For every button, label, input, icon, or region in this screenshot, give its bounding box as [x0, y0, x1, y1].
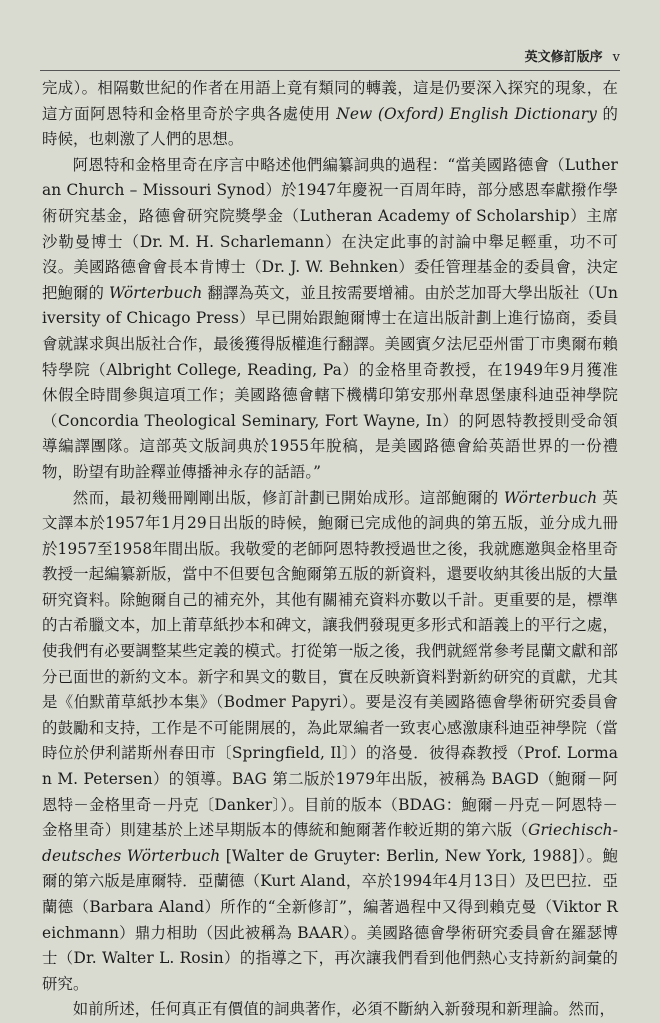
italic-title-text: Griechisch-deutsches Wörterbuch — [42, 821, 618, 865]
running-header — [40, 48, 620, 71]
text-run: 翻譯為英文，並且按需要增補。由於芝加哥大學出版社（University of Chicago Press）早已開始跟鮑爾博士在這出版計劃上進行協商，委員會就謀求與出版社合作，最後獲得版權進行翻譯。美國賓夕法尼亞州雷丁市奧爾布賴特學院（Albright College, Reading, Pa）的金格里奇教授，在1949年9月獲准休假全時間參與這項工作；美國路德會轄下機構印第安那州韋恩堡康科迪亞神學院（Concordia Theological Seminary, Fort Wayne, In）的阿恩特教授則受命領導編譯團隊。這部英文版詞典於1955年脫稿，是美國路德會給英語世界的一份禮物，盼望有助詮釋並傳播神永存的話語。” — [42, 283, 618, 481]
italic-title-text: Wörterbuch — [503, 488, 598, 507]
header-title: 英文修訂版序 — [524, 50, 603, 65]
body-text — [42, 76, 618, 1023]
paragraph-closing — [42, 997, 618, 1023]
paragraph-revision-plan — [42, 486, 618, 998]
paragraph-continuation — [42, 76, 618, 153]
italic-title-text: Wörterbuch — [109, 283, 203, 302]
text-run: 阿恩特和金格里奇在序言中略述他們編纂詞典的過程：“當美國路德會（Lutheran Church – Missouri Synod）於1947年慶祝一百周年時，部分感恩奉獻撥作學術研究基金，路德會研究院獎學金（Lutheran Academy of Scholarship）主席沙勒曼博士（Dr. M. H. Scharlemann）在決定此事的討論中舉足輕重，功不可沒。美國路德會會長本肯博士（Dr. J. W. Behnken）委任管理基金的委員會，決定把鮑爾的 — [42, 155, 618, 302]
text-run: [Walter de Gruyter: Berlin, New York, 1988]）。鮑爾的第六版是庫爾特．亞蘭德（Kurt Aland，卒於1994年4月13日）及巴巴拉．亞蘭德（Barbara Aland）所作的“全新修訂”，編著過程中又得到賴克曼（Viktor Reichmann）鼎力相助（因此被稱為 BAAR）。美國路德會學術研究委員會在羅瑟博士（Dr. Walter L. Rosin）的指導之下，再次讓我們看到他們熱心支持新約詞彙的研究。 — [42, 846, 618, 993]
text-run: 的時候，也刺激了人們的思想。 — [42, 104, 619, 149]
text-run: 然而，最初幾冊剛剛出版，修訂計劃已開始成形。這部鮑爾的 — [72, 488, 504, 507]
text-run: 如前所述，任何真正有價值的詞典著作，必須不斷納入新發現和新理論。然而， — [72, 1000, 615, 1019]
text-run: 完成）。相隔數世紀的作者在用語上竟有類同的轉義，這是仍要深入探究的現象，在這方面阿恩特和金格里奇於字典各處使用 — [42, 79, 618, 123]
paragraph-compilation-history — [42, 153, 618, 486]
page-number: v — [612, 50, 620, 65]
italic-title-text: New (Oxford) English Dictionary — [336, 104, 597, 123]
text-run: 英文譯本於1957年1月29日出版的時候，鮑爾已完成他的詞典的第五版，並分成九冊於1957至1958年間出版。我敬愛的老師阿恩特教授過世之後，我就應邀與金格里奇教授一起編纂新版，當中不但要包含鮑爾第五版的新資料，還要收納其後出版的大量研究資料。除鮑爾自己的補充外，其他有關補充資料亦數以千計。更重要的是，標準的古希臘文本，加上莆草紙抄本和碑文，讓我們發現更多形式和語義上的平行之處，使我們有必要調整某些定義的模式。打從第一版之後，我們就經常參考昆蘭文獻和部分已面世的新約文本。新字和異文的數目，實在反映新資料對新約研究的貢獻，尤其是《伯默莆草紙抄本集》（Bodmer Papyri）。要是沒有美國路德會學術研究委員會的鼓勵和支持，工作是不可能開展的，為此眾編者一致衷心感激康科迪亞神學院（當時位於伊利諾斯州春田市〔Springfield, Il〕）的洛曼．彼得森教授（Prof. Lorman M. Petersen）的領導。BAG 第二版於1979年出版，被稱為 BAGD（鮑爾－阿恩特－金格里奇－丹克〔Danker〕）。目前的版本（BDAG：鮑爾－丹克－阿恩特－金格里奇）則建基於上述早期版本的傳統和鮑爾著作較近期的第六版（ — [42, 488, 618, 840]
